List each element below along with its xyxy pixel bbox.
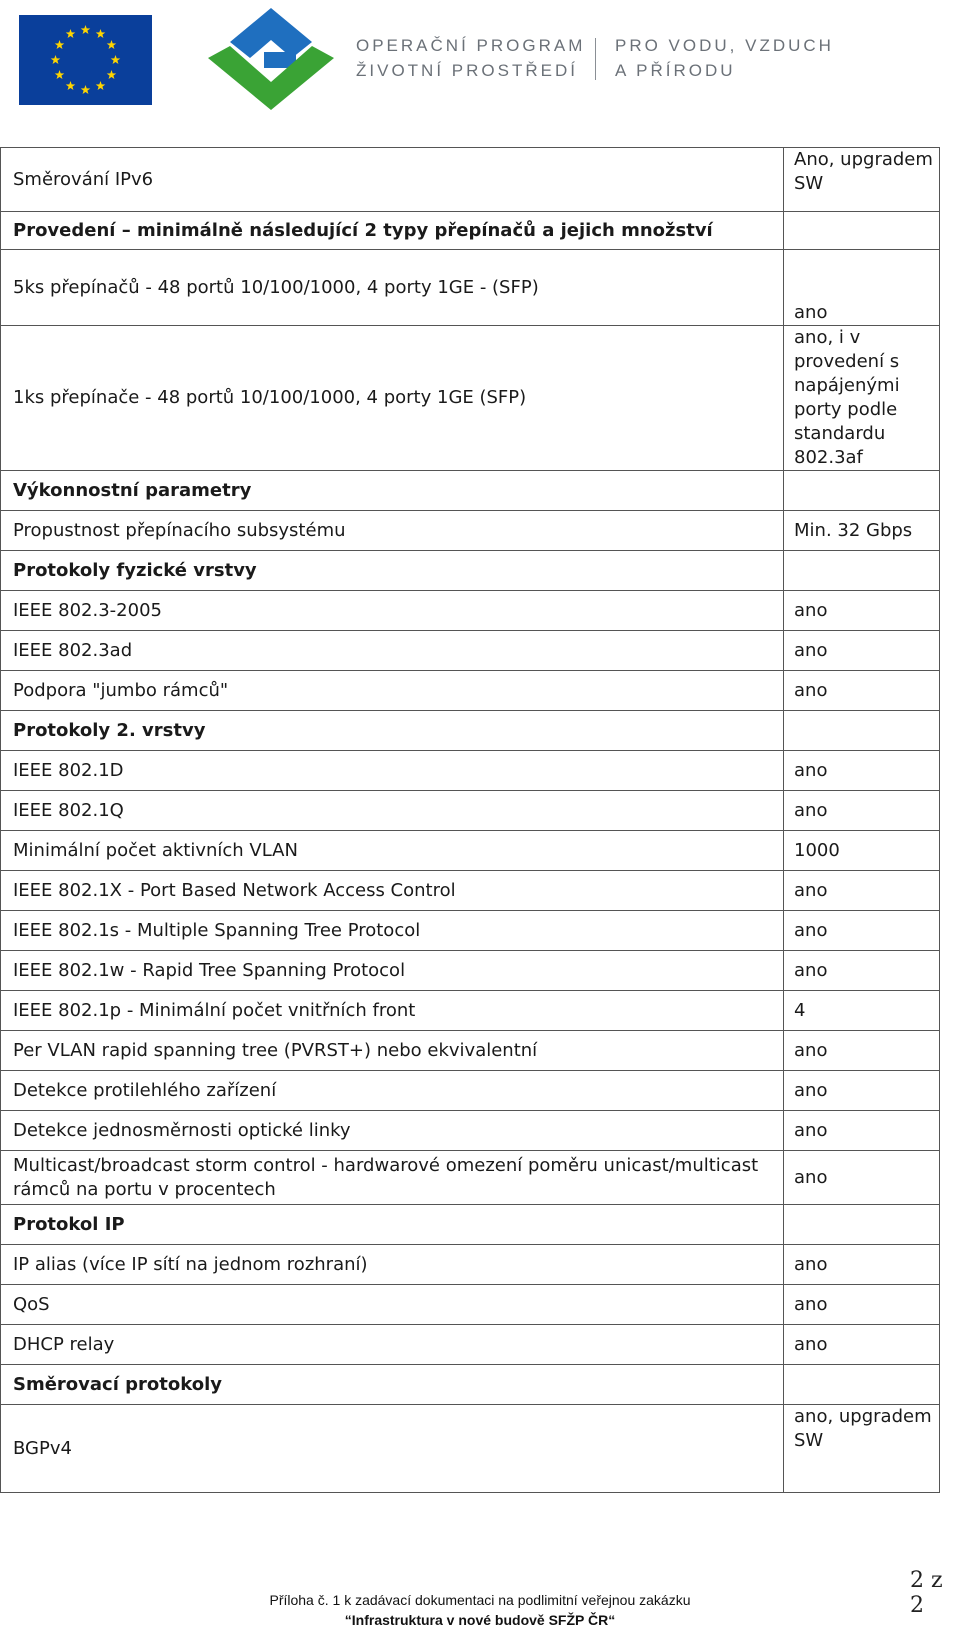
section-heading: Protokoly 2. vrstvy <box>1 711 784 751</box>
parameter-value: ano <box>784 671 940 711</box>
parameter-label: IEEE 802.1X - Port Based Network Access Control <box>1 871 784 911</box>
parameter-value <box>784 1365 940 1405</box>
parameter-value: ano <box>784 591 940 631</box>
table-row <box>1 991 940 1031</box>
parameter-value: ano <box>784 1285 940 1325</box>
parameter-value <box>784 551 940 591</box>
page-number: 2 z 2 <box>910 1568 943 1618</box>
parameter-value <box>784 1205 940 1245</box>
table-row <box>1 591 940 631</box>
table-row <box>1 671 940 711</box>
parameter-label: 5ks přepínačů - 48 portů 10/100/1000, 4 porty 1GE - (SFP) <box>1 250 784 326</box>
table-row <box>1 1151 940 1205</box>
table-row <box>1 711 940 751</box>
parameter-label: IEEE 802.1D <box>1 751 784 791</box>
parameter-label: Detekce protilehlého zařízení <box>1 1071 784 1111</box>
parameter-label: Propustnost přepínacího subsystému <box>1 511 784 551</box>
table-row <box>1 1031 940 1071</box>
program-name <box>356 33 585 83</box>
table-row <box>1 511 940 551</box>
table-row <box>1 326 940 471</box>
parameter-value: ano <box>784 871 940 911</box>
motto-line-1: PRO VODU, VZDUCH <box>615 36 834 55</box>
parameter-label: IEEE 802.3-2005 <box>1 591 784 631</box>
parameter-label: QoS <box>1 1285 784 1325</box>
parameter-label: IEEE 802.3ad <box>1 631 784 671</box>
parameter-label: IEEE 802.1s - Multiple Spanning Tree Protocol <box>1 911 784 951</box>
parameter-value: ano <box>784 250 940 326</box>
table-row <box>1 1365 940 1405</box>
spec-table <box>0 147 940 1493</box>
parameter-label: Per VLAN rapid spanning tree (PVRST+) nebo ekvivalentní <box>1 1031 784 1071</box>
table-row <box>1 831 940 871</box>
parameter-value <box>784 711 940 751</box>
section-heading: Protokol IP <box>1 1205 784 1245</box>
table-row <box>1 1325 940 1365</box>
parameter-value: ano <box>784 1325 940 1365</box>
section-heading: Směrovací protokoly <box>1 1365 784 1405</box>
table-row <box>1 951 940 991</box>
parameter-value: ano, i v provedení s napájenými porty podle standardu 802.3af <box>784 326 940 471</box>
table-row <box>1 791 940 831</box>
program-line-2: ŽIVOTNÍ PROSTŘEDÍ <box>356 61 578 80</box>
parameter-label: IEEE 802.1Q <box>1 791 784 831</box>
parameter-label: Detekce jednosměrnosti optické linky <box>1 1111 784 1151</box>
table-row <box>1 1405 940 1493</box>
parameter-label: BGPv4 <box>1 1405 784 1493</box>
parameter-value: Ano, upgradem SW <box>784 148 940 212</box>
table-row <box>1 911 940 951</box>
parameter-value: ano <box>784 1071 940 1111</box>
program-line-1: OPERAČNÍ PROGRAM <box>356 36 586 55</box>
table-row <box>1 148 940 212</box>
footer-line-1: Příloha č. 1 k zadávací dokumentaci na podlimitní veřejnou zakázku <box>269 1592 691 1608</box>
parameter-label: DHCP relay <box>1 1325 784 1365</box>
parameter-label: IEEE 802.1p - Minimální počet vnitřních front <box>1 991 784 1031</box>
table-row <box>1 471 940 511</box>
parameter-value <box>784 212 940 250</box>
motto-line-2: A PŘÍRODU <box>615 61 736 80</box>
section-heading: Protokoly fyzické vrstvy <box>1 551 784 591</box>
parameter-label: IEEE 802.1w - Rapid Tree Spanning Protocol <box>1 951 784 991</box>
section-heading: Výkonnostní parametry <box>1 471 784 511</box>
parameter-label: IP alias (více IP sítí na jednom rozhraní) <box>1 1245 784 1285</box>
parameter-value: 1000 <box>784 831 940 871</box>
parameter-value: ano <box>784 1031 940 1071</box>
table-row <box>1 212 940 250</box>
page-footer <box>0 1590 960 1630</box>
table-row <box>1 751 940 791</box>
parameter-value: ano <box>784 791 940 831</box>
parameter-label: Minimální počet aktivních VLAN <box>1 831 784 871</box>
page-header <box>0 0 960 120</box>
parameter-value: ano <box>784 951 940 991</box>
parameter-value: ano <box>784 751 940 791</box>
table-row <box>1 1071 940 1111</box>
program-motto <box>615 33 834 83</box>
table-row <box>1 551 940 591</box>
parameter-value <box>784 471 940 511</box>
footer-line-2: “Infrastruktura v nové budově SFŽP ČR“ <box>344 1612 616 1628</box>
parameter-value: ano <box>784 1245 940 1285</box>
parameter-value: ano, upgradem SW <box>784 1405 940 1493</box>
table-row <box>1 1245 940 1285</box>
parameter-label: Směrování IPv6 <box>1 148 784 212</box>
parameter-value: ano <box>784 1151 940 1205</box>
parameter-label: Multicast/broadcast storm control - hardwarové omezení poměru unicast/multicast rámců na portu v procentech <box>1 1151 784 1205</box>
table-row <box>1 871 940 911</box>
table-row <box>1 250 940 326</box>
parameter-value: ano <box>784 631 940 671</box>
table-row <box>1 1205 940 1245</box>
parameter-label: Podpora "jumbo rámců" <box>1 671 784 711</box>
table-row <box>1 1111 940 1151</box>
section-heading: Provedení – minimálně následující 2 typy přepínačů a jejich množství <box>1 212 784 250</box>
eu-flag-icon <box>19 15 152 105</box>
parameter-value: 4 <box>784 991 940 1031</box>
header-divider <box>595 38 596 80</box>
parameter-value: ano <box>784 1111 940 1151</box>
parameter-value: ano <box>784 911 940 951</box>
parameter-label: 1ks přepínače - 48 portů 10/100/1000, 4 porty 1GE (SFP) <box>1 326 784 471</box>
table-row <box>1 1285 940 1325</box>
op-zp-logo-icon <box>206 6 336 110</box>
parameter-value: Min. 32 Gbps <box>784 511 940 551</box>
table-row <box>1 631 940 671</box>
